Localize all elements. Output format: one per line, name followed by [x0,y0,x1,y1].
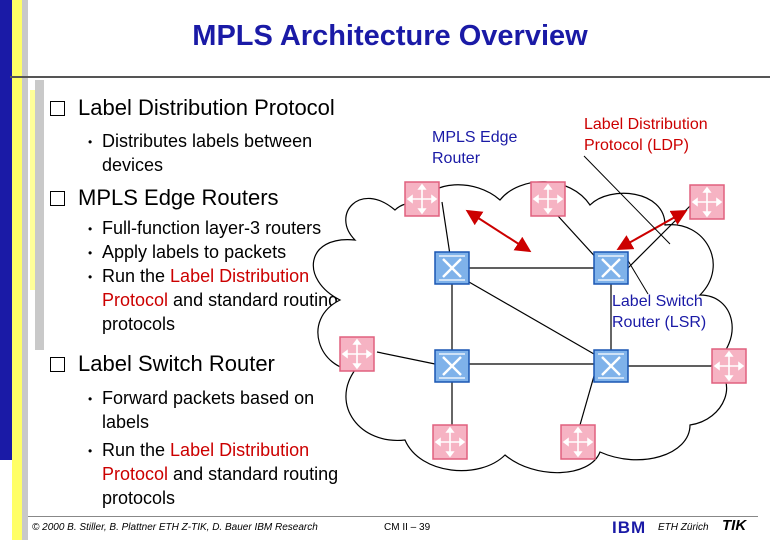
sub-bullet-text: and standard routing protocols [102,290,339,334]
sub-bullet-highlight: Label Distribution Protocol [102,440,310,484]
slide-title: MPLS Architecture Overview [192,20,588,52]
sub-bullet-text: and standard routing protocols [102,464,339,508]
footer-page-number: CM II – 39 [384,522,431,533]
edge-router-icon [405,182,439,216]
sub-bullet-dot: • [88,135,93,149]
ibm-logo: IBM [612,518,647,537]
bullet-heading: MPLS Edge Routers [78,185,279,210]
edge-router-icon [433,425,467,459]
sub-bullet-text: Run the [102,266,171,286]
edge-router-icon [690,185,724,219]
sub-bullet-dot: • [88,444,93,458]
footer-eth: ETH Zürich [658,522,709,533]
edge-router-icon [531,182,565,216]
edge-router-icon [340,337,374,371]
sub-bullet-text: Apply labels to packets [102,242,287,262]
edge-router-label: MPLS Edge Router [432,129,518,167]
bullet-heading: Label Distribution Protocol [78,95,335,120]
sub-bullet-text: Full-function layer-3 routers [102,218,322,238]
sub-bullet-text: Run the [102,440,171,460]
lsr-router-icon [435,350,469,382]
sub-bullet-dot: • [88,222,93,236]
lsr-router-icon [435,252,469,284]
sub-bullet-highlight: Label Distribution Protocol [102,266,310,310]
sub-bullet-dot: • [88,392,93,406]
edge-router-icon [561,425,595,459]
sub-bullet-text: Forward packets based on labels [102,388,315,432]
sub-bullet-dot: • [88,246,93,260]
footer-rule [28,516,758,517]
lsr-router-icon [594,252,628,284]
sub-bullet-text: Distributes labels between devices [102,131,313,175]
lsr-label: Label Switch Router (LSR) [612,293,707,331]
ldp-label: Label Distribution Protocol (LDP) [584,116,708,154]
sub-bullet-dot: • [88,270,93,284]
footer-credit: © 2000 B. Stiller, B. Plattner ETH Z-TIK, D. Bauer IBM Research [32,522,318,533]
tik-logo: TIK [722,517,747,534]
bullet-heading: Label Switch Router [78,351,275,376]
lsr-router-icon [594,350,628,382]
edge-router-icon [712,349,746,383]
